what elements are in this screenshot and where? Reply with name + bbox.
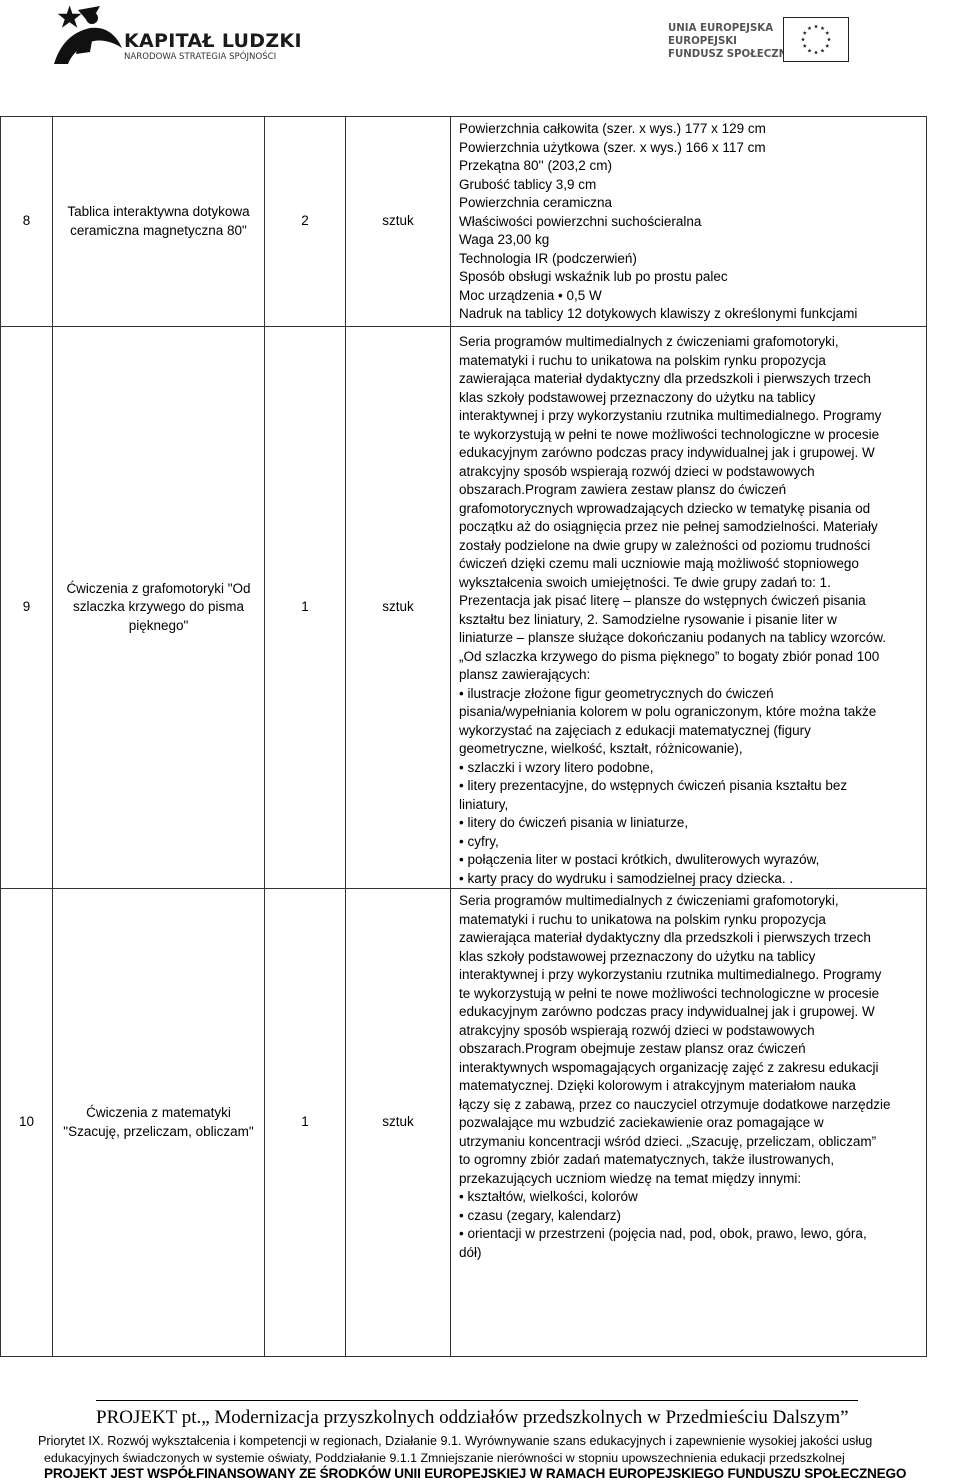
eu-logo-text (668, 22, 795, 61)
eu-star-icon (825, 44, 829, 48)
item-name: Ćwiczenia z matematyki "Szacuję, przeliczam, obliczam" (53, 889, 265, 1357)
eu-star-icon (807, 49, 811, 53)
row-number: 9 (1, 327, 53, 889)
footer-divider (96, 1400, 858, 1401)
table-row (1, 117, 927, 327)
item-quantity: 1 (265, 327, 346, 889)
footer-cofinancing-line: PROJEKT JEST WSPÓŁFINANSOWANY ZE ŚRODKÓW UNII EUROPEJSKIEJ W RAMACH EUROPEJSKIEGO FUNDUSZU SPOŁECZNEGO (44, 1466, 907, 1481)
item-description: Powierzchnia całkowita (szer. x wys.) 177 x 129 cm Powierzchnia użytkowa (szer. x wys.) 166 x 117 cm Przekątna 80'' (203,2 cm) Grubość tablicy 3,9 cm Powierzchnia ceramiczna Właściwości powierzchni suchościeralna Waga 23,00 kg Technologia IR (podczerwień) Sposób obsługi wskaźnik lub po prostu palec Moc urządzenia • 0,5 W Nadruk na tablicy 12 dotykowych klawiszy z określonymi funkcjami (451, 117, 927, 327)
kapital-ludzki-subtitle: NARODOWA STRATEGIA SPÓJNOŚCI (124, 52, 277, 62)
row-number: 8 (1, 117, 53, 327)
footer-project-label: PROJEKT pt. (96, 1407, 202, 1428)
kapital-ludzki-title: KAPITAŁ LUDZKI (124, 30, 302, 52)
footer-project-title (96, 1407, 849, 1429)
eu-star-icon (820, 49, 824, 53)
eu-flag-icon (783, 17, 849, 62)
row-number: 10 (1, 889, 53, 1357)
item-unit: sztuk (346, 327, 451, 889)
footer-subaction-line: edukacyjnych świadczonych w systemie oświaty, Poddziałanie 9.1.1 Zmniejszanie nierówności w stopniu upowszechnienia edukacji przedszkolnej (44, 1451, 845, 1465)
eu-star-icon (801, 37, 805, 41)
footer-project-name: „ Modernizacja przyszkolnych oddziałów przedszkolnych w Przedmieściu Dalszym” (201, 1407, 849, 1428)
eu-logo-line3: FUNDUSZ SPOŁECZNY (668, 49, 795, 60)
footer-priority-line: Priorytet IX. Rozwój wykształcenia i kompetencji w regionach, Działanie 9.1. Wyrównywanie szans edukacyjnych i zapewnienie wysokiej jakości usług (38, 1434, 873, 1448)
eu-star-icon (803, 44, 807, 48)
item-unit: sztuk (346, 889, 451, 1357)
eu-logo-line2: EUROPEJSKI (668, 36, 737, 47)
eu-star-icon (803, 31, 807, 35)
item-name: Ćwiczenia z grafomotoryki "Od szlaczka krzywego do pisma pięknego" (53, 327, 265, 889)
item-quantity: 2 (265, 117, 346, 327)
item-unit: sztuk (346, 117, 451, 327)
eu-star-icon (814, 50, 818, 54)
table-row (1, 889, 927, 1357)
item-description: Seria programów multimedialnych z ćwiczeniami grafomotoryki, matematyki i ruchu to unikatowa na polskim rynku propozycja zawierająca materiał dydaktyczny dla przedszkoli i pierwszych trzech klas szkoły podstawowej przeznaczony do użytku na tablicy interaktywnej i przy wykorzystaniu rzutnika multimedialnego. Programy te wykorzystują w pełni te nowe możliwości technologiczne w procesie edukacyjnym zarówno podczas pracy indywidualnej jak i grupowej. W atrakcyjny sposób wspierają rozwój dzieci w podstawowych obszarach.Program zawiera zestaw plansz do ćwiczeń grafomotorycznych wprowadzających dziecko w tematykę pisania od początku aż do osiągnięcia przez nie pełnej samodzielności. Materiały zostały podzielone na dwie grupy w zależności od poziomu trudności ćwiczeń dzięki czemu mali uczniowie mają możliwość stopniowego wykształcenia swoich umiejętności. Te dwie grupy zadań to: 1. Prezentacja jak pisać literę – plansze do wstępnych ćwiczeń pisania kształtu bez liniatury, 2. Samodzielne rysowanie i pisanie liter w liniaturze – plansze służące dokończaniu podanych na tablicy wzorców. „Od szlaczka krzywego do pisma pięknego” to bogaty zbiór ponad 100 plansz zawierających: • ilustracje złożone figur geometrycznych do ćwiczeń pisania/wypełniania kolorem w polu ograniczonym, które można także wykorzystać na zajęciach z edukacji matematycznej (figury geometryczne, wielkość, kształt, różnicowanie), • szlaczki i wzory litero podobne, • litery prezentacyjne, do wstępnych ćwiczeń pisania kształtu bez liniatury, • litery do ćwiczeń pisania w liniaturze, • cyfry, • połączenia liter w postaci krótkich, dwuliterowych wyrazów, • karty pracy do wydruku i samodzielnej pracy dziecka. . (451, 327, 927, 889)
item-name: Tablica interaktywna dotykowa ceramiczna magnetyczna 80" (53, 117, 265, 327)
item-quantity: 1 (265, 889, 346, 1357)
eu-logo-line1: UNIA EUROPEJSKA (668, 23, 774, 34)
item-description: Seria programów multimedialnych z ćwiczeniami grafomotoryki, matematyki i ruchu to unikatowa na polskim rynku propozycja zawierająca materiał dydaktyczny dla przedszkoli i pierwszych trzech klas szkoły podstawowej przeznaczony do użytku na tablicy interaktywnej i przy wykorzystaniu rzutnika multimedialnego. Programy te wykorzystują w pełni te nowe możliwości technologiczne w procesie edukacyjnym zarówno podczas pracy indywidualnej jak i grupowej. W atrakcyjny sposób wspierają rozwój dzieci w podstawowych obszarach.Program obejmuje zestaw plansz oraz ćwiczeń interaktywnych wspomagających organizację zajęć z zakresu edukacji matematycznej. Dzięki kolorowym i atrakcyjnym materiałom nauka łączy się z zabawą, przez co nauczyciel otrzymuje dodatkowe narzędzie pozwalające mu wzbudzić zaciekawienie oraz pomagające w utrzymaniu koncentracji wśród dzieci. „Szacuję, przeliczam, obliczam” to ogromny zbiór zadań matematycznych, także ilustrowanych, przekazujących uczniom wiedzę na temat między innymi: • kształtów, wielkości, kolorów • czasu (zegary, kalendarz) • orientacji w przestrzeni (pojęcia nad, pod, obok, prawo, lewo, góra, dół) (451, 889, 927, 1357)
eu-star-icon (814, 24, 818, 28)
eu-star-icon (820, 26, 824, 30)
specification-table (0, 116, 927, 1357)
eu-star-icon (825, 31, 829, 35)
table-row (1, 327, 927, 889)
eu-star-icon (807, 26, 811, 30)
eu-star-icon (827, 37, 831, 41)
page-header (0, 0, 960, 100)
kapital-ludzki-logo-icon (50, 4, 125, 66)
